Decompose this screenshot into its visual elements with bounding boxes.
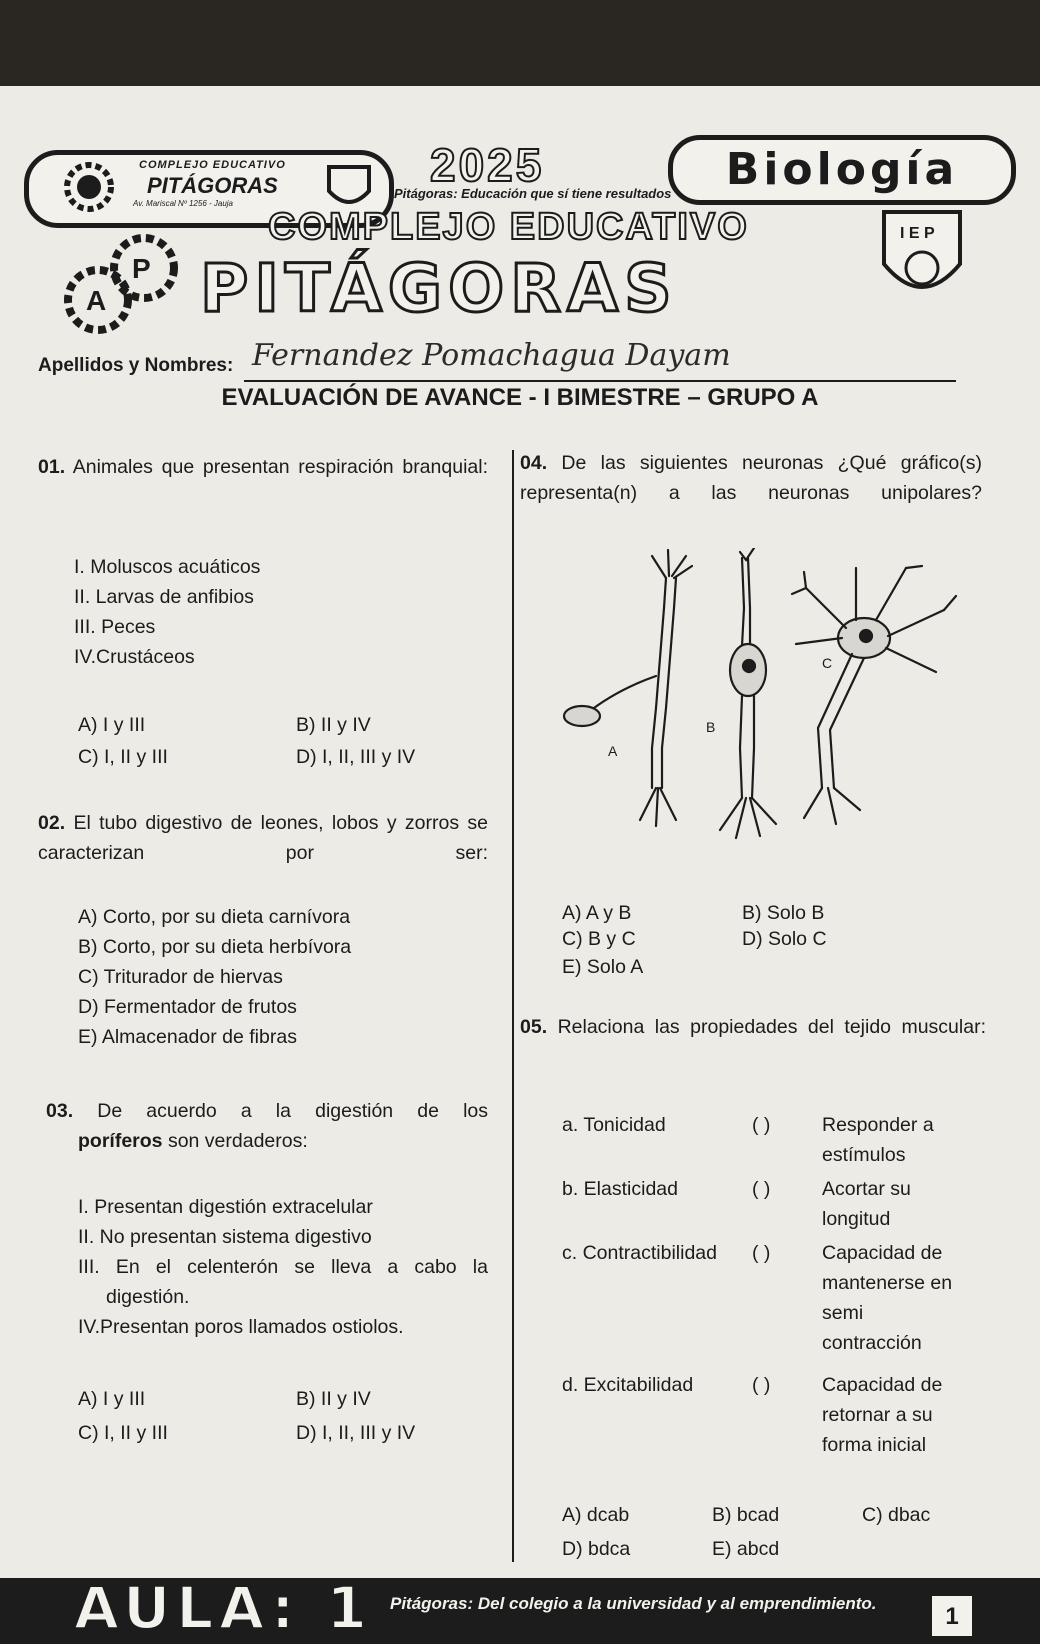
neuron-label-c: C: [822, 655, 833, 671]
question-1-option-a[interactable]: A) I y III: [78, 714, 146, 736]
question-3: [46, 1096, 488, 1156]
question-2-option[interactable]: B) Corto, por su dieta herbívora: [78, 936, 352, 958]
match-right-line: contracción: [822, 1332, 922, 1354]
question-1-item: I. Moluscos acuáticos: [74, 556, 261, 578]
match-right-line: Capacidad de: [822, 1242, 943, 1264]
question-4-option-d[interactable]: D) Solo C: [742, 928, 827, 950]
year-text: 2025: [430, 139, 545, 191]
slogan-text: Pitágoras: Educación que sí tiene resultados: [394, 186, 672, 201]
match-right-line: Acortar su: [822, 1178, 911, 1200]
question-4-option-a[interactable]: A) A y B: [562, 902, 632, 924]
student-name-label: Apellidos y Nombres:: [38, 355, 234, 376]
question-5-option-c[interactable]: C) dbac: [862, 1504, 931, 1526]
question-4-number: 04.: [520, 452, 548, 474]
question-4-text: De las siguientes neuronas ¿Qué gráfico(s) representa(n) a las neuronas unipolares?: [520, 452, 982, 504]
svg-text:P: P: [132, 253, 151, 284]
question-3-item: I. Presentan digestión extracelular: [78, 1196, 373, 1218]
match-right-line: mantenerse en: [822, 1272, 953, 1294]
question-3-keyword: poríferos: [78, 1130, 163, 1152]
question-3-items: [78, 1192, 488, 1342]
question-3-option-a[interactable]: A) I y III: [78, 1388, 146, 1410]
match-right-line: semi: [822, 1302, 864, 1324]
match-right-line: estímulos: [822, 1144, 906, 1166]
neuron-a-drawing: [564, 550, 692, 826]
question-5-number: 05.: [520, 1016, 548, 1038]
question-4-option-c[interactable]: C) B y C: [562, 928, 636, 950]
svg-text:I E P: I E P: [900, 225, 935, 242]
question-3-item: III. En el celenterón se lleva a cabo la: [78, 1256, 488, 1278]
svg-text:A: A: [86, 285, 107, 316]
match-right-line: retornar a su: [822, 1404, 933, 1426]
match-left-c: c. Contractibilidad: [562, 1242, 717, 1264]
question-5-option-a[interactable]: A) dcab: [562, 1504, 630, 1526]
question-5-option-d[interactable]: D) bdca: [562, 1538, 631, 1560]
exam-title: EVALUACIÓN DE AVANCE - I BIMESTRE – GRUPO A: [221, 384, 819, 411]
question-4: [520, 448, 982, 508]
question-3-option-d[interactable]: D) I, II, III y IV: [296, 1422, 416, 1444]
question-5-option-b[interactable]: B) bcad: [712, 1504, 780, 1526]
question-5-text: Relaciona las propiedades del tejido muscular:: [557, 1016, 986, 1038]
match-right-line: longitud: [822, 1208, 891, 1230]
page-number: 1: [932, 1596, 972, 1636]
column-divider: [512, 450, 514, 1562]
question-3-option-c[interactable]: C) I, II y III: [78, 1422, 168, 1444]
neuron-b-drawing: [720, 548, 776, 838]
match-right-c: [822, 1238, 952, 1358]
neuron-c-drawing: [792, 566, 956, 824]
neuron-label-b: B: [706, 719, 716, 735]
subject-title: Biología: [668, 135, 1016, 205]
match-left-d: d. Excitabilidad: [562, 1374, 694, 1396]
neuron-label-a: A: [608, 743, 618, 759]
question-1-text: Animales que presentan respiración branquial:: [72, 456, 488, 478]
pa-logo-icon: [54, 228, 194, 338]
match-blank-a[interactable]: ( ): [752, 1114, 771, 1136]
question-1-option-c[interactable]: C) I, II y III: [78, 746, 168, 768]
badge-address-text: Av. Mariscal Nº 1256 - Jauja: [133, 199, 233, 208]
question-2-option[interactable]: D) Fermentador de frutos: [78, 996, 297, 1018]
question-1-option-d[interactable]: D) I, II, III y IV: [296, 746, 416, 768]
badge-top-text: COMPLEJO EDUCATIVO: [139, 159, 286, 171]
match-right-line: forma inicial: [822, 1434, 927, 1456]
match-left-b: b. Elasticidad: [562, 1178, 678, 1200]
question-2-options: [78, 902, 351, 1052]
match-right-b: [822, 1174, 911, 1234]
question-3-text-end: son verdaderos:: [167, 1130, 308, 1152]
question-3-item: II. No presentan sistema digestivo: [78, 1226, 372, 1248]
match-left-a: a. Tonicidad: [562, 1114, 666, 1136]
question-1-item: II. Larvas de anfibios: [74, 586, 254, 608]
match-right-line: Capacidad de: [822, 1374, 943, 1396]
question-3-item: digestión.: [106, 1286, 190, 1308]
match-blank-c[interactable]: ( ): [752, 1242, 771, 1264]
gear-logo-icon: [47, 161, 131, 213]
question-2-option[interactable]: C) Triturador de hiervas: [78, 966, 283, 988]
neurons-figure: [556, 548, 996, 848]
iep-shield-icon: [876, 204, 968, 314]
match-blank-b[interactable]: ( ): [752, 1178, 771, 1200]
question-3-number: 03.: [46, 1100, 74, 1122]
question-2: [38, 808, 488, 868]
question-4-option-e[interactable]: E) Solo A: [562, 956, 644, 978]
question-1-number: 01.: [38, 456, 66, 478]
question-1: [38, 452, 488, 482]
question-3-text: De acuerdo a la digestión de los: [97, 1100, 488, 1122]
question-1-item: III. Peces: [74, 616, 156, 638]
question-1-option-b[interactable]: B) II y IV: [296, 714, 371, 736]
aula-title: AULA: 1: [74, 1574, 373, 1642]
student-name-value: Fernandez Pomachagua Dayam: [252, 338, 731, 373]
match-right-line: Responder a: [822, 1114, 934, 1136]
footer-slogan: Pitágoras: Del colegio a la universidad y al emprendimiento.: [390, 1594, 877, 1613]
complejo-title: COMPLEJO EDUCATIVO: [268, 206, 749, 248]
question-1-items: [74, 552, 260, 672]
question-1-item: IV.Crustáceos: [74, 646, 195, 668]
question-2-text: El tubo digestivo de leones, lobos y zorros se caracterizan por ser:: [38, 812, 488, 864]
match-right-a: [822, 1110, 934, 1170]
question-4-option-b[interactable]: B) Solo B: [742, 902, 825, 924]
question-2-option[interactable]: E) Almacenador de fibras: [78, 1026, 297, 1048]
badge-name-text: PITÁGORAS: [147, 173, 278, 198]
question-5: [520, 1012, 986, 1042]
match-right-d: [822, 1370, 942, 1460]
question-2-number: 02.: [38, 812, 66, 834]
question-3-item: IV.Presentan poros llamados ostiolos.: [78, 1316, 404, 1338]
match-blank-d[interactable]: ( ): [752, 1374, 771, 1396]
school-name-title: PITÁGORAS: [200, 250, 678, 327]
question-3-option-b[interactable]: B) II y IV: [296, 1388, 371, 1410]
question-5-option-e[interactable]: E) abcd: [712, 1538, 780, 1560]
question-2-option[interactable]: A) Corto, por su dieta carnívora: [78, 906, 351, 928]
